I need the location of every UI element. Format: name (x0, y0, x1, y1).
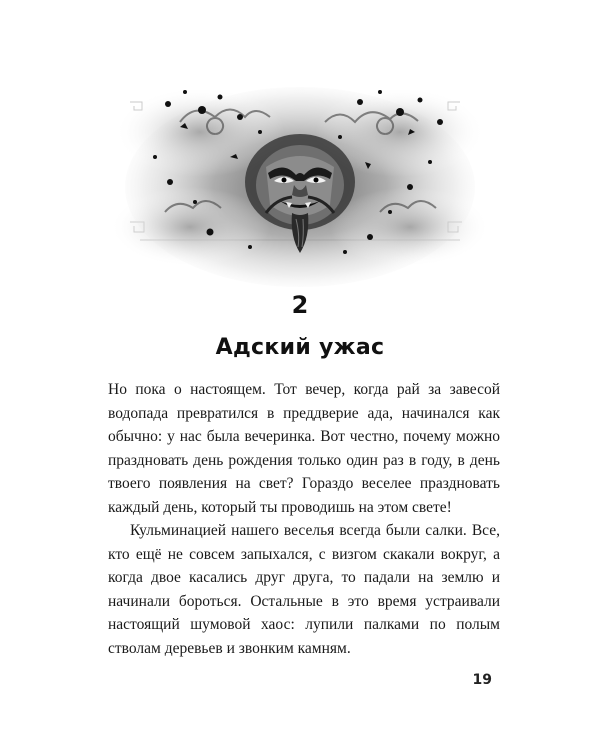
chapter-illustration (110, 62, 490, 292)
paragraph: Кульминацией нашего веселья всегда были салки. Все, кто ещё не совсем запыхался, с визгом скакали вокруг, а когда двое касались друг друга, то падали на землю и начинали бороться. Остальные в это время устраивали настоящий шумовой хаос: лупили палками по полым стволам деревьев и звонким камням. (108, 522, 500, 657)
paragraph: Но пока о настоящем. Тот вечер, когда рай за завесой водопада превратился в преддверие ада, начинался как обычно: у нас была вечеринка. Вот честно, почему можно праздновать день рождения только один раз в году, в день твоего появления на свет? Гораздо веселее праздновать каждый день, который ты проводишь на этом свете! (108, 381, 500, 516)
demon-mask-in-clouds-icon (110, 62, 490, 292)
chapter-body (108, 378, 500, 660)
chapter-number: 2 (291, 291, 309, 319)
chapter-title: Адский ужас (215, 335, 385, 360)
page-number: 19 (472, 672, 492, 688)
